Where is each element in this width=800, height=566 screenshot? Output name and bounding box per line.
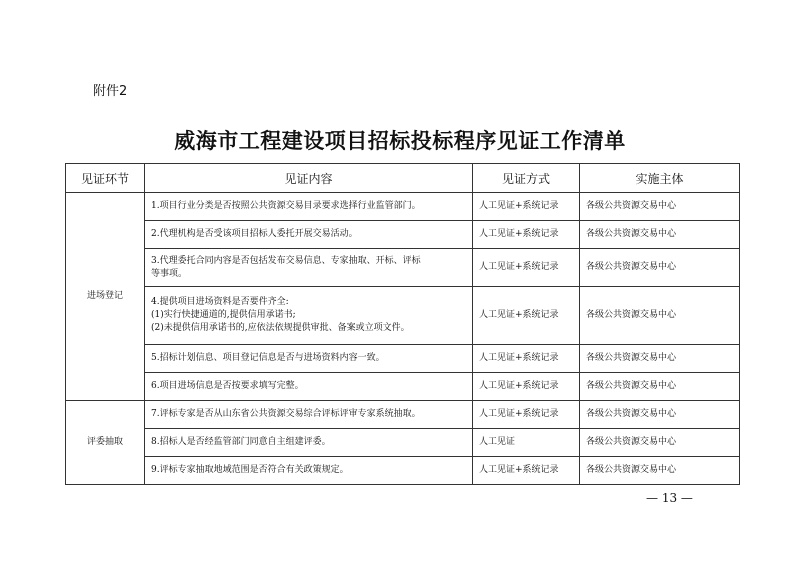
table-row (66, 249, 740, 287)
document-title: 威海市工程建设项目招标投标程序见证工作清单 (174, 128, 626, 153)
content-cell (145, 401, 473, 429)
executor-cell: 各级公共资源交易中心 (580, 345, 740, 373)
content-cell (145, 457, 473, 485)
header-content: 见证内容 (145, 164, 473, 193)
attachment-label: 附件2 (93, 84, 128, 99)
executor-cell: 各级公共资源交易中心 (580, 193, 740, 221)
content-line: 4.提供项目进场资料是否要件齐全: (151, 297, 289, 307)
content-cell (145, 429, 473, 457)
content-line: 3.代理委托合同内容是否包括发布交易信息、专家抽取、开标、评标 (151, 255, 421, 266)
content-cell (145, 373, 473, 401)
content-line: 5.招标计划信息、项目登记信息是否与进场资料内容一致。 (151, 353, 385, 363)
content-cell (145, 221, 473, 249)
method-cell: 人工见证+系统记录 (473, 249, 580, 287)
stage-cell: 评委抽取 (66, 401, 145, 485)
content-cell (145, 193, 473, 221)
content-cell (145, 345, 473, 373)
method-cell: 人工见证+系统记录 (473, 373, 580, 401)
table-row (66, 345, 740, 373)
table-row (66, 193, 740, 221)
content-cell (145, 287, 473, 345)
table-row (66, 373, 740, 401)
table-row (66, 221, 740, 249)
content-line: 7.评标专家是否从山东省公共资源交易综合评标评审专家系统抽取。 (151, 409, 421, 419)
header-method: 见证方式 (473, 164, 580, 193)
method-cell: 人工见证+系统记录 (473, 287, 580, 345)
executor-cell: 各级公共资源交易中心 (580, 249, 740, 287)
method-cell: 人工见证+系统记录 (473, 221, 580, 249)
page-number: — 13 — (646, 491, 693, 505)
table-header-row (66, 164, 740, 193)
table-row (66, 429, 740, 457)
content-line: 2.代理机构是否受该项目招标人委托开展交易活动。 (151, 229, 358, 239)
content-line: 1.项目行业分类是否按照公共资源交易目录要求选择行业监管部门。 (151, 201, 421, 211)
executor-cell: 各级公共资源交易中心 (580, 287, 740, 345)
content-line: (1)实行快捷通道的,提供信用承诺书; (151, 310, 296, 320)
witness-checklist-table (65, 163, 740, 485)
content-line: 等事项。 (151, 268, 188, 279)
table-row (66, 401, 740, 429)
method-cell: 人工见证+系统记录 (473, 457, 580, 485)
header-stage: 见证环节 (66, 164, 145, 193)
method-cell: 人工见证 (473, 429, 580, 457)
executor-cell: 各级公共资源交易中心 (580, 401, 740, 429)
method-cell: 人工见证+系统记录 (473, 193, 580, 221)
executor-cell: 各级公共资源交易中心 (580, 429, 740, 457)
executor-cell: 各级公共资源交易中心 (580, 221, 740, 249)
stage-cell: 进场登记 (66, 193, 145, 401)
table-row (66, 457, 740, 485)
content-line: 8.招标人是否经监管部门同意自主组建评委。 (151, 437, 331, 447)
content-line: (2)未提供信用承诺书的,应依法依规提供审批、备案或立项文件。 (151, 323, 410, 333)
table-row (66, 287, 740, 345)
method-cell: 人工见证+系统记录 (473, 345, 580, 373)
method-cell: 人工见证+系统记录 (473, 401, 580, 429)
content-line: 6.项目进场信息是否按要求填写完整。 (151, 381, 304, 391)
executor-cell: 各级公共资源交易中心 (580, 457, 740, 485)
executor-cell: 各级公共资源交易中心 (580, 373, 740, 401)
content-cell (145, 249, 473, 287)
table-body (66, 193, 740, 485)
content-line: 9.评标专家抽取地域范围是否符合有关政策规定。 (151, 465, 349, 475)
header-executor: 实施主体 (580, 164, 740, 193)
